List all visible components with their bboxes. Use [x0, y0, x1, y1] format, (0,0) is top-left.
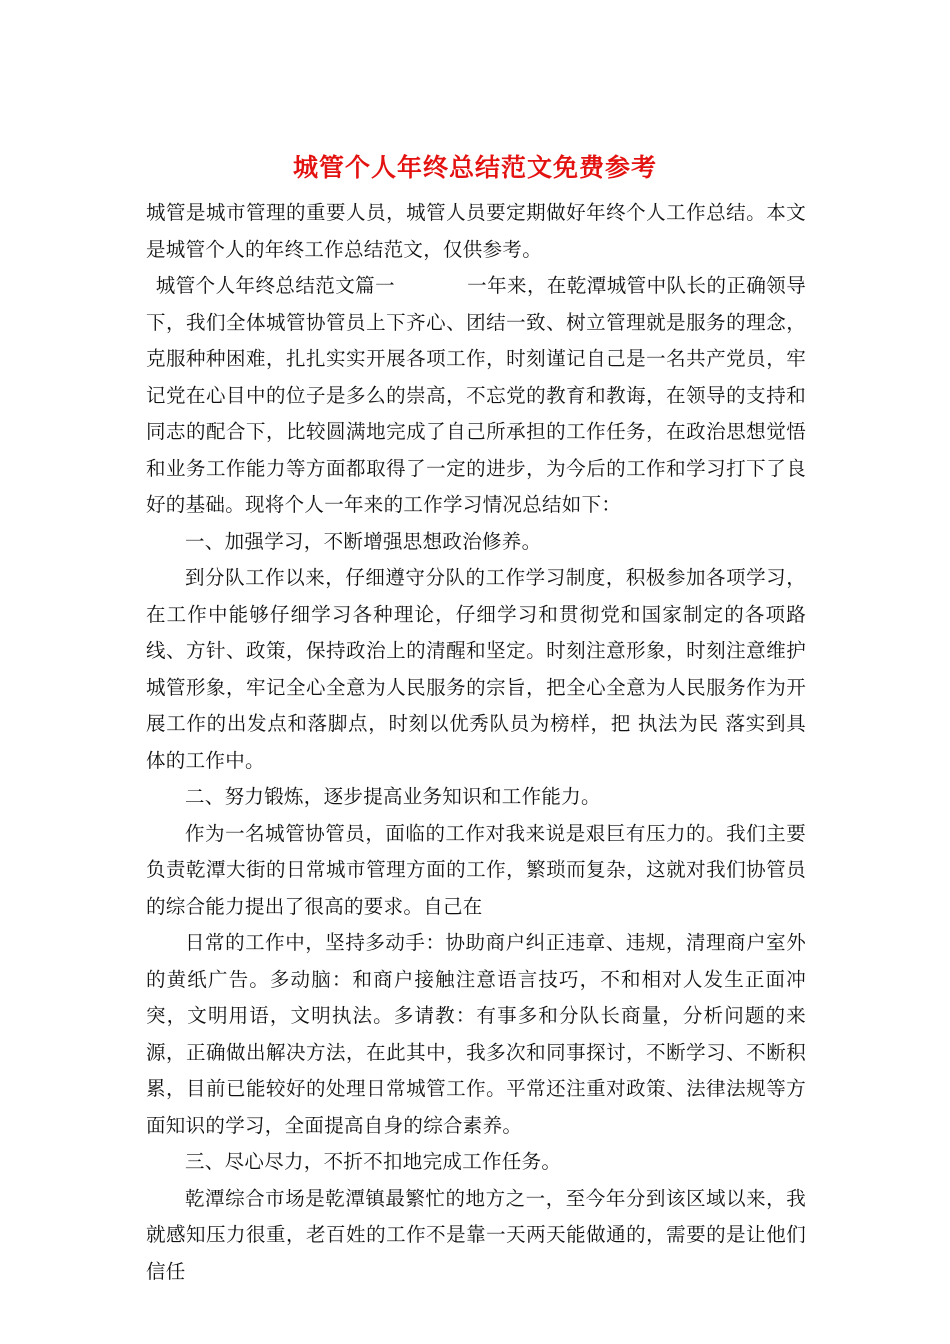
paragraph-3: 日常的工作中，坚持多动手：协助商户纠正违章、违规，清理商户室外的黄纸广告。多动脑：和商户接触注意语言技巧，不和相对人发生正面冲突，文明用语，文明执法。多请教：有事多和分队长商量，分析问题的来源，正确做出解决方法，在此其中，我多次和同事探讨，不断学习、不断积累，目前已能较好的处理日常城管工作。平常还注重对政策、法律法规等方面知识的学习，全面提高自身的综合素养。 [146, 931, 806, 1137]
heading-2: 二、努力锻炼，逐步提高业务知识和工作能力。 [185, 785, 601, 808]
document-title: 城管个人年终总结范文免费参考 [292, 153, 657, 182]
paragraph-2: 作为一名城管协管员，面临的工作对我来说是艰巨有压力的。我们主要负责乾潭大街的日常城市管理方面的工作，繁琐而复杂，这就对我们协管员的综合能力提出了很高的要求。自己在 [146, 821, 806, 918]
heading-1: 一、加强学习，不断增强思想政治修养。 [185, 529, 542, 553]
section-first-paragraph [146, 268, 806, 524]
paragraph-1: 到分队工作以来，仔细遵守分队的工作学习制度，积极参加各项学习，在工作中能够仔细学习各种理论，仔细学习和贯彻党和国家制定的各项路线、方针、政策，保持政治上的清醒和坚定。时刻注意形象，时刻注意维护城管形象，牢记全心全意为人民服务的宗旨，把全心全意为人民服务作为开展工作的出发点和落脚点，时刻以优秀队员为榜样，把 执法为民 落实到具体的工作中。 [146, 566, 806, 772]
section-first-text: 一年来，在乾潭城管中队长的正确领导下，我们全体城管协管员上下齐心、团结一致、树立管理就是服务的理念，克服种种困难，扎扎实实开展各项工作，时刻谨记自己是一名共产党员，牢记党在心目中的位子是多么的崇高，不忘党的教育和教诲，在领导的支持和同志的配合下，比较圆满地完成了自己所承担的工作任务，在政治思想觉悟和业务工作能力等方面都取得了一定的进步，为今后的工作和学习打下了良好的基础。现将个人一年来的工作学习情况总结如下： [146, 274, 806, 516]
paragraph-4: 乾潭综合市场是乾潭镇最繁忙的地方之一，至今年分到该区域以来，我就感知压力很重，老百姓的工作不是靠一天两天能做通的，需要的是让他们信任 [146, 1186, 806, 1283]
section-label: 城管个人年终总结范文篇一 [155, 274, 396, 297]
document-body [146, 195, 806, 1290]
intro-paragraph: 城管是城市管理的重要人员，城管人员要定期做好年终个人工作总结。本文是城管个人的年终工作总结范文，仅供参考。 [146, 201, 806, 261]
heading-3: 三、尽心尽力，不折不扣地完成工作任务。 [185, 1150, 562, 1173]
